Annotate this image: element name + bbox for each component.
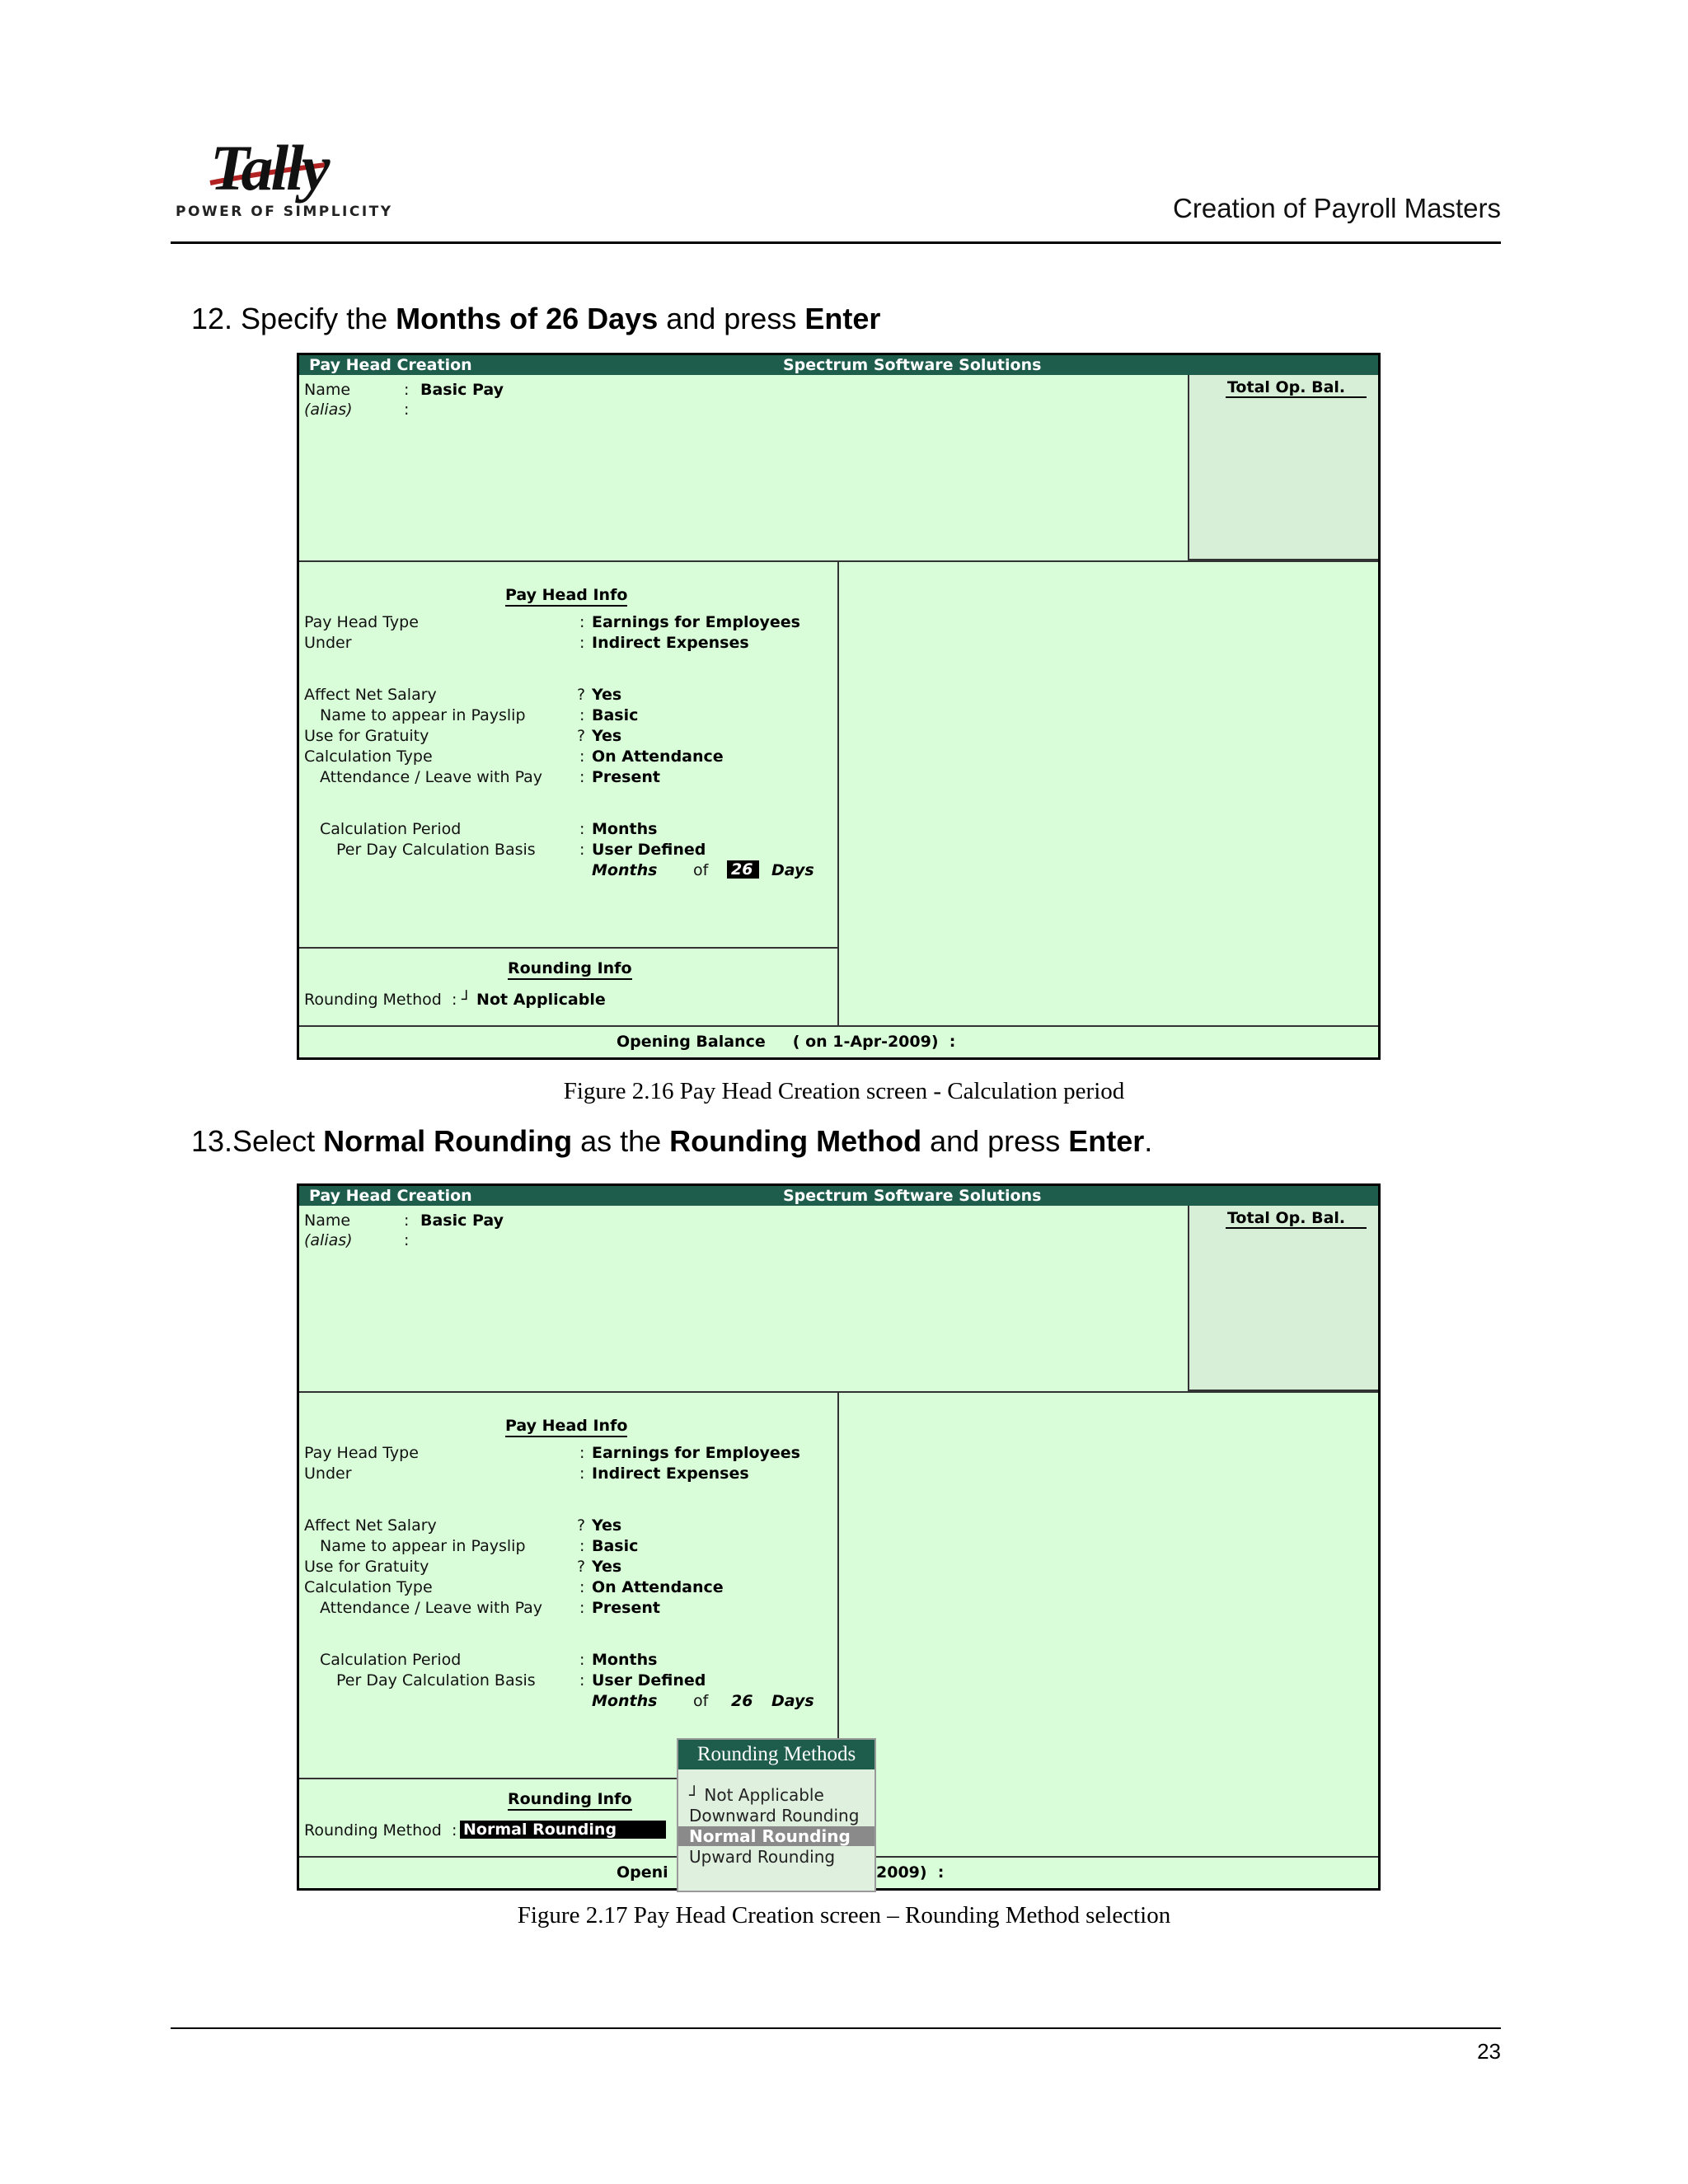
pay-head-creation-screen-2 (297, 1183, 1381, 1891)
colon: : (579, 768, 585, 786)
calc-type-field[interactable]: On Attendance (592, 748, 724, 766)
colon: : (579, 1444, 585, 1462)
opening-balance-label: Openi (617, 1863, 668, 1882)
chapter-title: Creation of Payroll Masters (1173, 193, 1501, 223)
of-word: of (693, 1692, 709, 1710)
tally-logo: Tally (210, 132, 328, 204)
of-word: of (693, 861, 709, 879)
step-bold: Rounding Method (669, 1124, 922, 1158)
pay-head-type-field[interactable]: Earnings for Employees (592, 1444, 800, 1462)
rounding-methods-dropdown[interactable] (677, 1738, 876, 1892)
per-day-label: Per Day Calculation Basis (336, 1671, 536, 1690)
figure-caption: Figure 2.16 Pay Head Creation screen - Calculation period (563, 1078, 1125, 1104)
affect-net-salary-label: Affect Net Salary (304, 1516, 437, 1535)
per-day-field[interactable]: User Defined (592, 841, 706, 859)
days-field[interactable]: 26 (731, 1692, 753, 1710)
logo-tagline: POWER OF SIMPLICITY (176, 204, 393, 220)
company-name: Spectrum Software Solutions (783, 356, 1042, 374)
calc-period-label: Calculation Period (320, 1651, 462, 1669)
gratuity-field[interactable]: Yes (592, 1558, 622, 1576)
dropdown-item-upward-rounding[interactable]: Upward Rounding (689, 1847, 836, 1867)
divider (837, 561, 839, 1027)
pay-head-info-heading: Pay Head Info (505, 1417, 627, 1437)
screen-titlebar (299, 1186, 1378, 1206)
affect-net-salary-label: Affect Net Salary (304, 686, 437, 704)
pay-head-info-heading: Pay Head Info (505, 586, 627, 607)
months-word: Months (592, 1692, 658, 1710)
under-field[interactable]: Indirect Expenses (592, 634, 749, 652)
colon: : (579, 613, 585, 631)
gratuity-label: Use for Gratuity (304, 727, 429, 745)
question-mark: ? (577, 727, 586, 745)
pay-head-type-label: Pay Head Type (304, 613, 419, 631)
calc-period-field[interactable]: Months (592, 820, 658, 838)
per-day-field[interactable]: User Defined (592, 1671, 706, 1690)
rounding-info-heading: Rounding Info (508, 1790, 632, 1811)
step-12 (191, 302, 880, 336)
company-name: Spectrum Software Solutions (783, 1187, 1042, 1205)
step-text: 13.Select (191, 1124, 324, 1158)
name-label: Name (304, 381, 351, 399)
attendance-field[interactable]: Present (592, 768, 660, 786)
pay-head-creation-screen-1 (297, 353, 1381, 1060)
affect-net-salary-field[interactable]: Yes (592, 686, 622, 704)
payslip-name-field[interactable]: Basic (592, 1537, 639, 1555)
step-13 (191, 1124, 1152, 1159)
days-field-active[interactable]: 26 (727, 860, 759, 879)
alias-label: (alias) (304, 1231, 353, 1249)
step-text: and press (921, 1124, 1069, 1158)
colon: : (579, 1599, 585, 1617)
total-op-bal-panel (1188, 1206, 1378, 1391)
colon: : (404, 1231, 410, 1249)
colon: : (579, 1578, 585, 1596)
days-word: Days (771, 861, 814, 879)
colon: : (404, 401, 410, 419)
per-day-label: Per Day Calculation Basis (336, 841, 536, 859)
affect-net-salary-field[interactable]: Yes (592, 1516, 622, 1535)
total-op-bal-label: Total Op. Bal. (1226, 1209, 1367, 1229)
attendance-label: Attendance / Leave with Pay (320, 1599, 543, 1617)
under-label: Under (304, 1465, 352, 1483)
calc-period-field[interactable]: Months (592, 1651, 658, 1669)
question-mark: ? (577, 686, 586, 704)
name-field[interactable]: Basic Pay (420, 381, 504, 399)
page-number: 23 (1477, 2039, 1501, 2064)
under-field[interactable]: Indirect Expenses (592, 1465, 749, 1483)
colon: : (579, 706, 585, 724)
pay-head-type-field[interactable]: Earnings for Employees (592, 613, 800, 631)
step-text: 12. Specify the (191, 302, 396, 335)
name-label: Name (304, 1212, 351, 1230)
colon: : (579, 1537, 585, 1555)
rounding-method-field[interactable]: ┘ Not Applicable (462, 991, 606, 1009)
step-text: and press (658, 302, 805, 335)
step-text: . (1144, 1124, 1153, 1158)
attendance-label: Attendance / Leave with Pay (320, 768, 543, 786)
divider (299, 947, 839, 949)
step-bold: Enter (1068, 1124, 1145, 1158)
screen-titlebar (299, 355, 1378, 375)
calc-type-field[interactable]: On Attendance (592, 1578, 724, 1596)
screen-title: Pay Head Creation (309, 1187, 472, 1205)
colon: : (579, 841, 585, 859)
divider (299, 1025, 1378, 1027)
colon: : (579, 748, 585, 766)
payslip-name-field[interactable]: Basic (592, 706, 639, 724)
dropdown-title: Rounding Methods (678, 1740, 874, 1769)
name-field[interactable]: Basic Pay (420, 1212, 504, 1230)
rounding-info-heading: Rounding Info (508, 959, 632, 980)
question-mark: ? (577, 1558, 586, 1576)
under-label: Under (304, 634, 352, 652)
total-op-bal-panel (1188, 375, 1378, 560)
months-word: Months (592, 861, 658, 879)
colon: : (579, 820, 585, 838)
colon: : (579, 1671, 585, 1690)
colon: : (579, 634, 585, 652)
step-text: as the (572, 1124, 670, 1158)
calc-period-label: Calculation Period (320, 820, 462, 838)
alias-label: (alias) (304, 401, 353, 419)
dropdown-item-normal-rounding[interactable]: Normal Rounding (678, 1826, 874, 1846)
dropdown-item-not-applicable[interactable]: ┘ Not Applicable (689, 1785, 824, 1805)
rounding-method-label: Rounding Method (304, 1821, 442, 1840)
rounding-method-label: Rounding Method (304, 991, 442, 1009)
step-bold: Months of 26 Days (396, 302, 659, 335)
calc-type-label: Calculation Type (304, 1578, 433, 1596)
question-mark: ? (577, 1516, 586, 1535)
screen-title: Pay Head Creation (309, 356, 472, 374)
colon: : (404, 381, 410, 399)
footer-rule (171, 2027, 1501, 2029)
opening-balance-date: 2009) : (876, 1863, 945, 1882)
pay-head-type-label: Pay Head Type (304, 1444, 419, 1462)
attendance-field[interactable]: Present (592, 1599, 660, 1617)
colon: : (579, 1651, 585, 1669)
header-rule (171, 241, 1501, 244)
colon: : (452, 1821, 457, 1840)
gratuity-field[interactable]: Yes (592, 727, 622, 745)
colon: : (452, 991, 457, 1009)
step-bold: Normal Rounding (323, 1124, 573, 1158)
total-op-bal-label: Total Op. Bal. (1226, 378, 1367, 398)
figure-caption: Figure 2.17 Pay Head Creation screen – Rounding Method selection (517, 1902, 1171, 1929)
colon: : (579, 1465, 585, 1483)
days-word: Days (771, 1692, 814, 1710)
gratuity-label: Use for Gratuity (304, 1558, 429, 1576)
payslip-name-label: Name to appear in Payslip (320, 1537, 526, 1555)
dropdown-item-downward-rounding[interactable]: Downward Rounding (689, 1806, 860, 1825)
payslip-name-label: Name to appear in Payslip (320, 706, 526, 724)
calc-type-label: Calculation Type (304, 748, 433, 766)
step-bold: Enter (804, 302, 881, 335)
rounding-method-field-active[interactable]: Normal Rounding (460, 1821, 666, 1839)
colon: : (404, 1212, 410, 1230)
opening-balance-label: Opening Balance ( on 1-Apr-2009) : (617, 1033, 956, 1051)
